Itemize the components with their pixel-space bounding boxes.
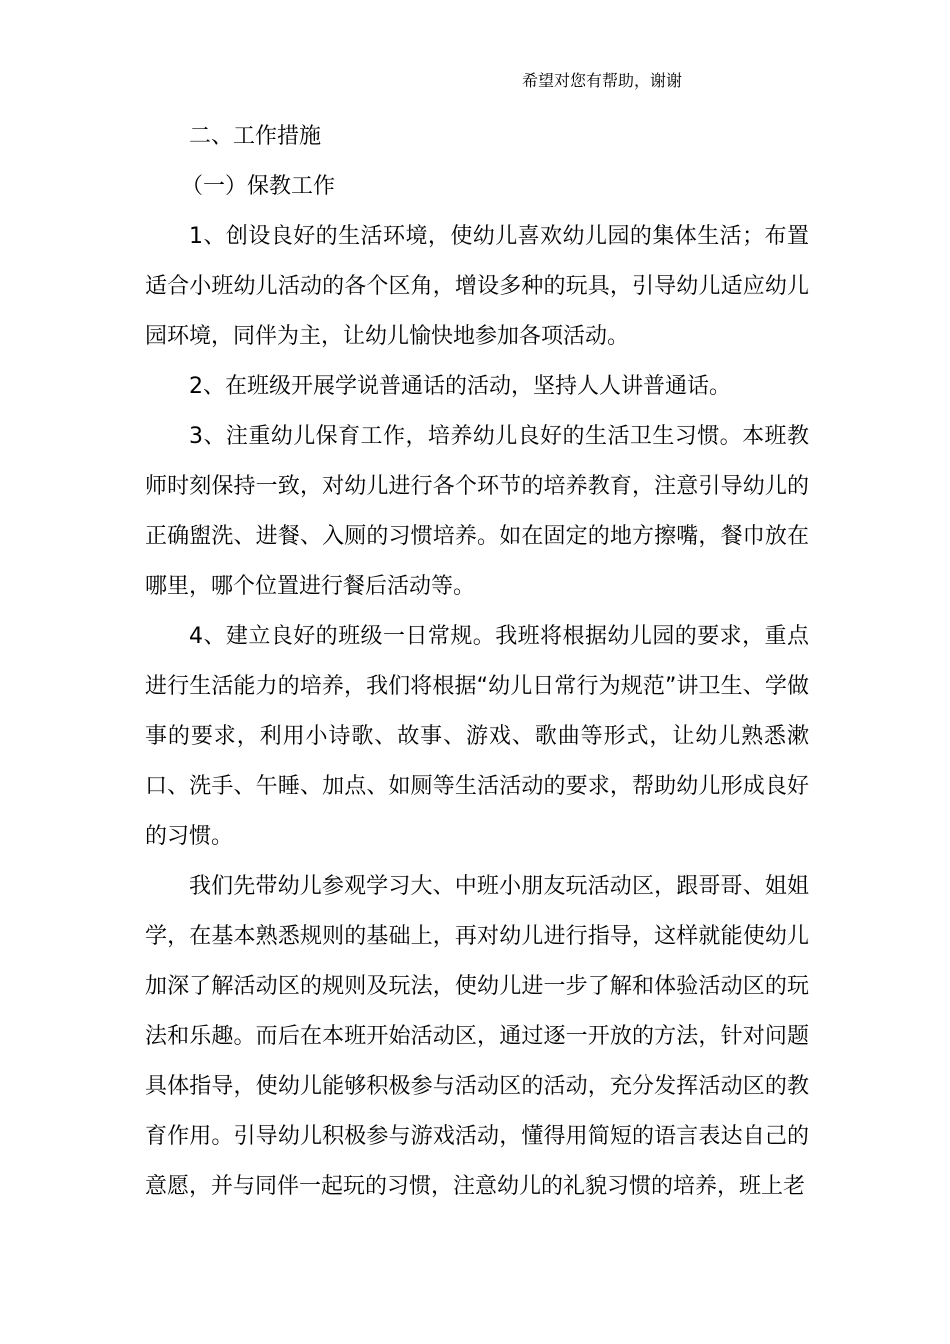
paragraph-2: 2、在班级开展学说普通话的活动，坚持人人讲普通话。	[189, 374, 731, 399]
section-heading: 二、工作措施	[189, 124, 322, 149]
header-note: 希望对您有帮助，谢谢	[522, 71, 683, 90]
paragraph-4: 4、建立良好的班级一日常规。我班将根据幼儿园的要求，重点进行生活能力的培养，我们将根据“幼儿日常行为规范”讲卫生、学做事的要求，利用小诗歌、故事、游戏、歌曲等形式，让幼儿熟悉漱口、洗手、午睡、加点、如厕等生活活动的要求，帮助幼儿形成良好的习惯。	[145, 624, 809, 849]
paragraph-5: 我们先带幼儿参观学习大、中班小朋友玩活动区，跟哥哥、姐姐学，在基本熟悉规则的基础上，再对幼儿进行指导，这样就能使幼儿加深了解活动区的规则及玩法，使幼儿进一步了解和体验活动区的玩法和乐趣。而后在本班开始活动区，通过逐一开放的方法，针对问题具体指导，使幼儿能够积极参与活动区的活动，充分发挥活动区的教育作用。引导幼儿积极参与游戏活动，懂得用简短的语言表达自己的意愿，并与同伴一起玩的习惯，注意幼儿的礼貌习惯的培养，班上老	[145, 874, 809, 1199]
paragraph-3: 3、注重幼儿保育工作，培养幼儿良好的生活卫生习惯。本班教师时刻保持一致，对幼儿进行各个环节的培养教育，注意引导幼儿的正确盥洗、进餐、入厕的习惯培养。如在固定的地方擦嘴，餐巾放在哪里，哪个位置进行餐后活动等。	[145, 424, 809, 599]
document-body	[145, 112, 809, 1212]
subsection-heading: （一）保教工作	[181, 174, 336, 199]
paragraph-1: 1、创设良好的生活环境，使幼儿喜欢幼儿园的集体生活；布置适合小班幼儿活动的各个区角，增设多种的玩具，引导幼儿适应幼儿园环境，同伴为主，让幼儿愉快地参加各项活动。	[145, 224, 809, 349]
